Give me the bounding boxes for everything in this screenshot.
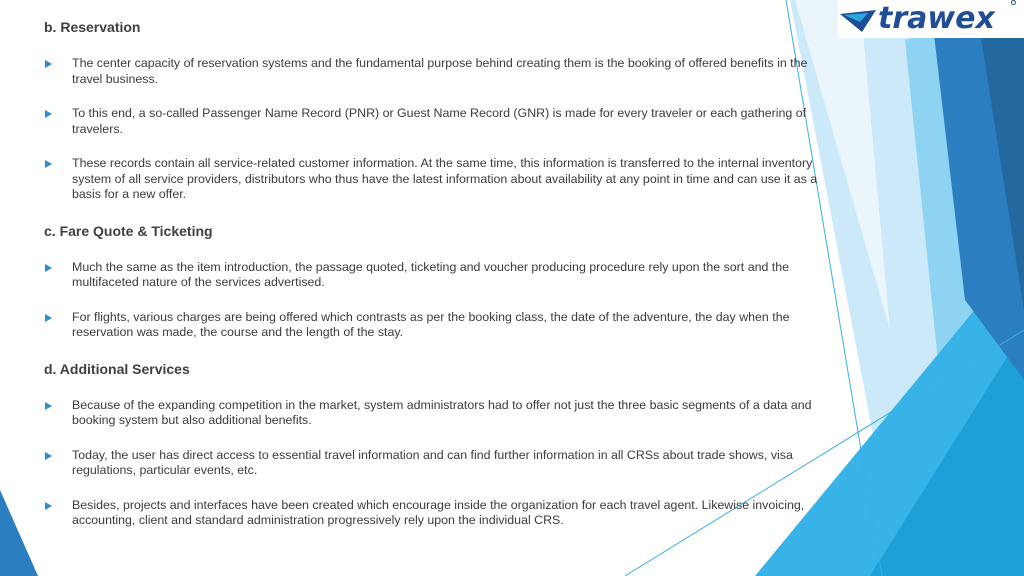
list-item	[44, 106, 834, 137]
bullet-text: To this end, a so-called Passenger Name Record (PNR) or Guest Name Record (GNR) is made for every traveler or each gathering of travelers.	[72, 106, 807, 136]
bullet-text: Much the same as the item introduction, the passage quoted, ticketing and voucher producing procedure rely upon the sort and the multifaceted nature of the services advertised.	[72, 259, 790, 289]
bullet-arrow-icon	[45, 402, 52, 410]
section-heading: d. Additional Services	[44, 360, 190, 377]
list-item	[44, 56, 834, 87]
logo-wordmark: trawex	[878, 1, 995, 36]
section-reservation	[44, 18, 834, 203]
list-item	[44, 310, 834, 341]
decor-corner-wedge	[0, 490, 38, 576]
bullet-text: Besides, projects and interfaces have been created which encourage inside the organization for each travel agent. Likewise invoicing, accounting, client and standard administration progressively rely upon the individual CRS.	[72, 497, 805, 527]
list-item	[44, 498, 834, 529]
bullet-arrow-icon	[45, 452, 52, 460]
section-heading: b. Reservation	[44, 19, 141, 35]
logo-swoosh-icon	[840, 10, 876, 32]
bullet-text: For flights, various charges are being offered which contrasts as per the booking class, the date of the adventure, the day when the reservation was made, the course and the length of the stay.	[72, 309, 790, 339]
section-additional-services	[44, 360, 834, 529]
bullet-text: Today, the user has direct access to essential travel information and can find further information in all CRSs about trade shows, visa regulations, particular events, etc.	[72, 447, 793, 477]
bullet-arrow-icon	[45, 110, 52, 118]
list-item	[44, 398, 834, 429]
bullet-text: Because of the expanding competition in the market, system administrators had to offer not just the three basic segments of a data and booking system but also additional benefits.	[72, 397, 812, 427]
bullet-arrow-icon	[45, 60, 52, 68]
bullet-list	[44, 260, 834, 341]
trawex-logo	[838, 0, 1024, 38]
bullet-list	[44, 398, 834, 529]
bullet-arrow-icon	[45, 264, 52, 272]
section-heading: c. Fare Quote & Ticketing	[44, 222, 213, 239]
list-item	[44, 156, 834, 203]
list-item	[44, 260, 834, 291]
bullet-text: The center capacity of reservation systems and the fundamental purpose behind creating them is the booking of offered benefits in the travel business.	[72, 56, 808, 86]
bullet-arrow-icon	[45, 502, 52, 510]
bullet-text: These records contain all service-related customer information. At the same time, this information is transferred to the internal inventory system of all service providers, distributors who thus have the latest information about availability at any point in time and can use it as a basis for a new offer.	[72, 156, 818, 201]
slide-content	[44, 18, 834, 548]
list-item	[44, 448, 834, 479]
bullet-arrow-icon	[45, 314, 52, 322]
bullet-arrow-icon	[45, 160, 52, 168]
registered-mark-icon	[1011, 0, 1016, 5]
section-fare-quote-ticketing	[44, 222, 834, 341]
bullet-list	[44, 56, 834, 203]
